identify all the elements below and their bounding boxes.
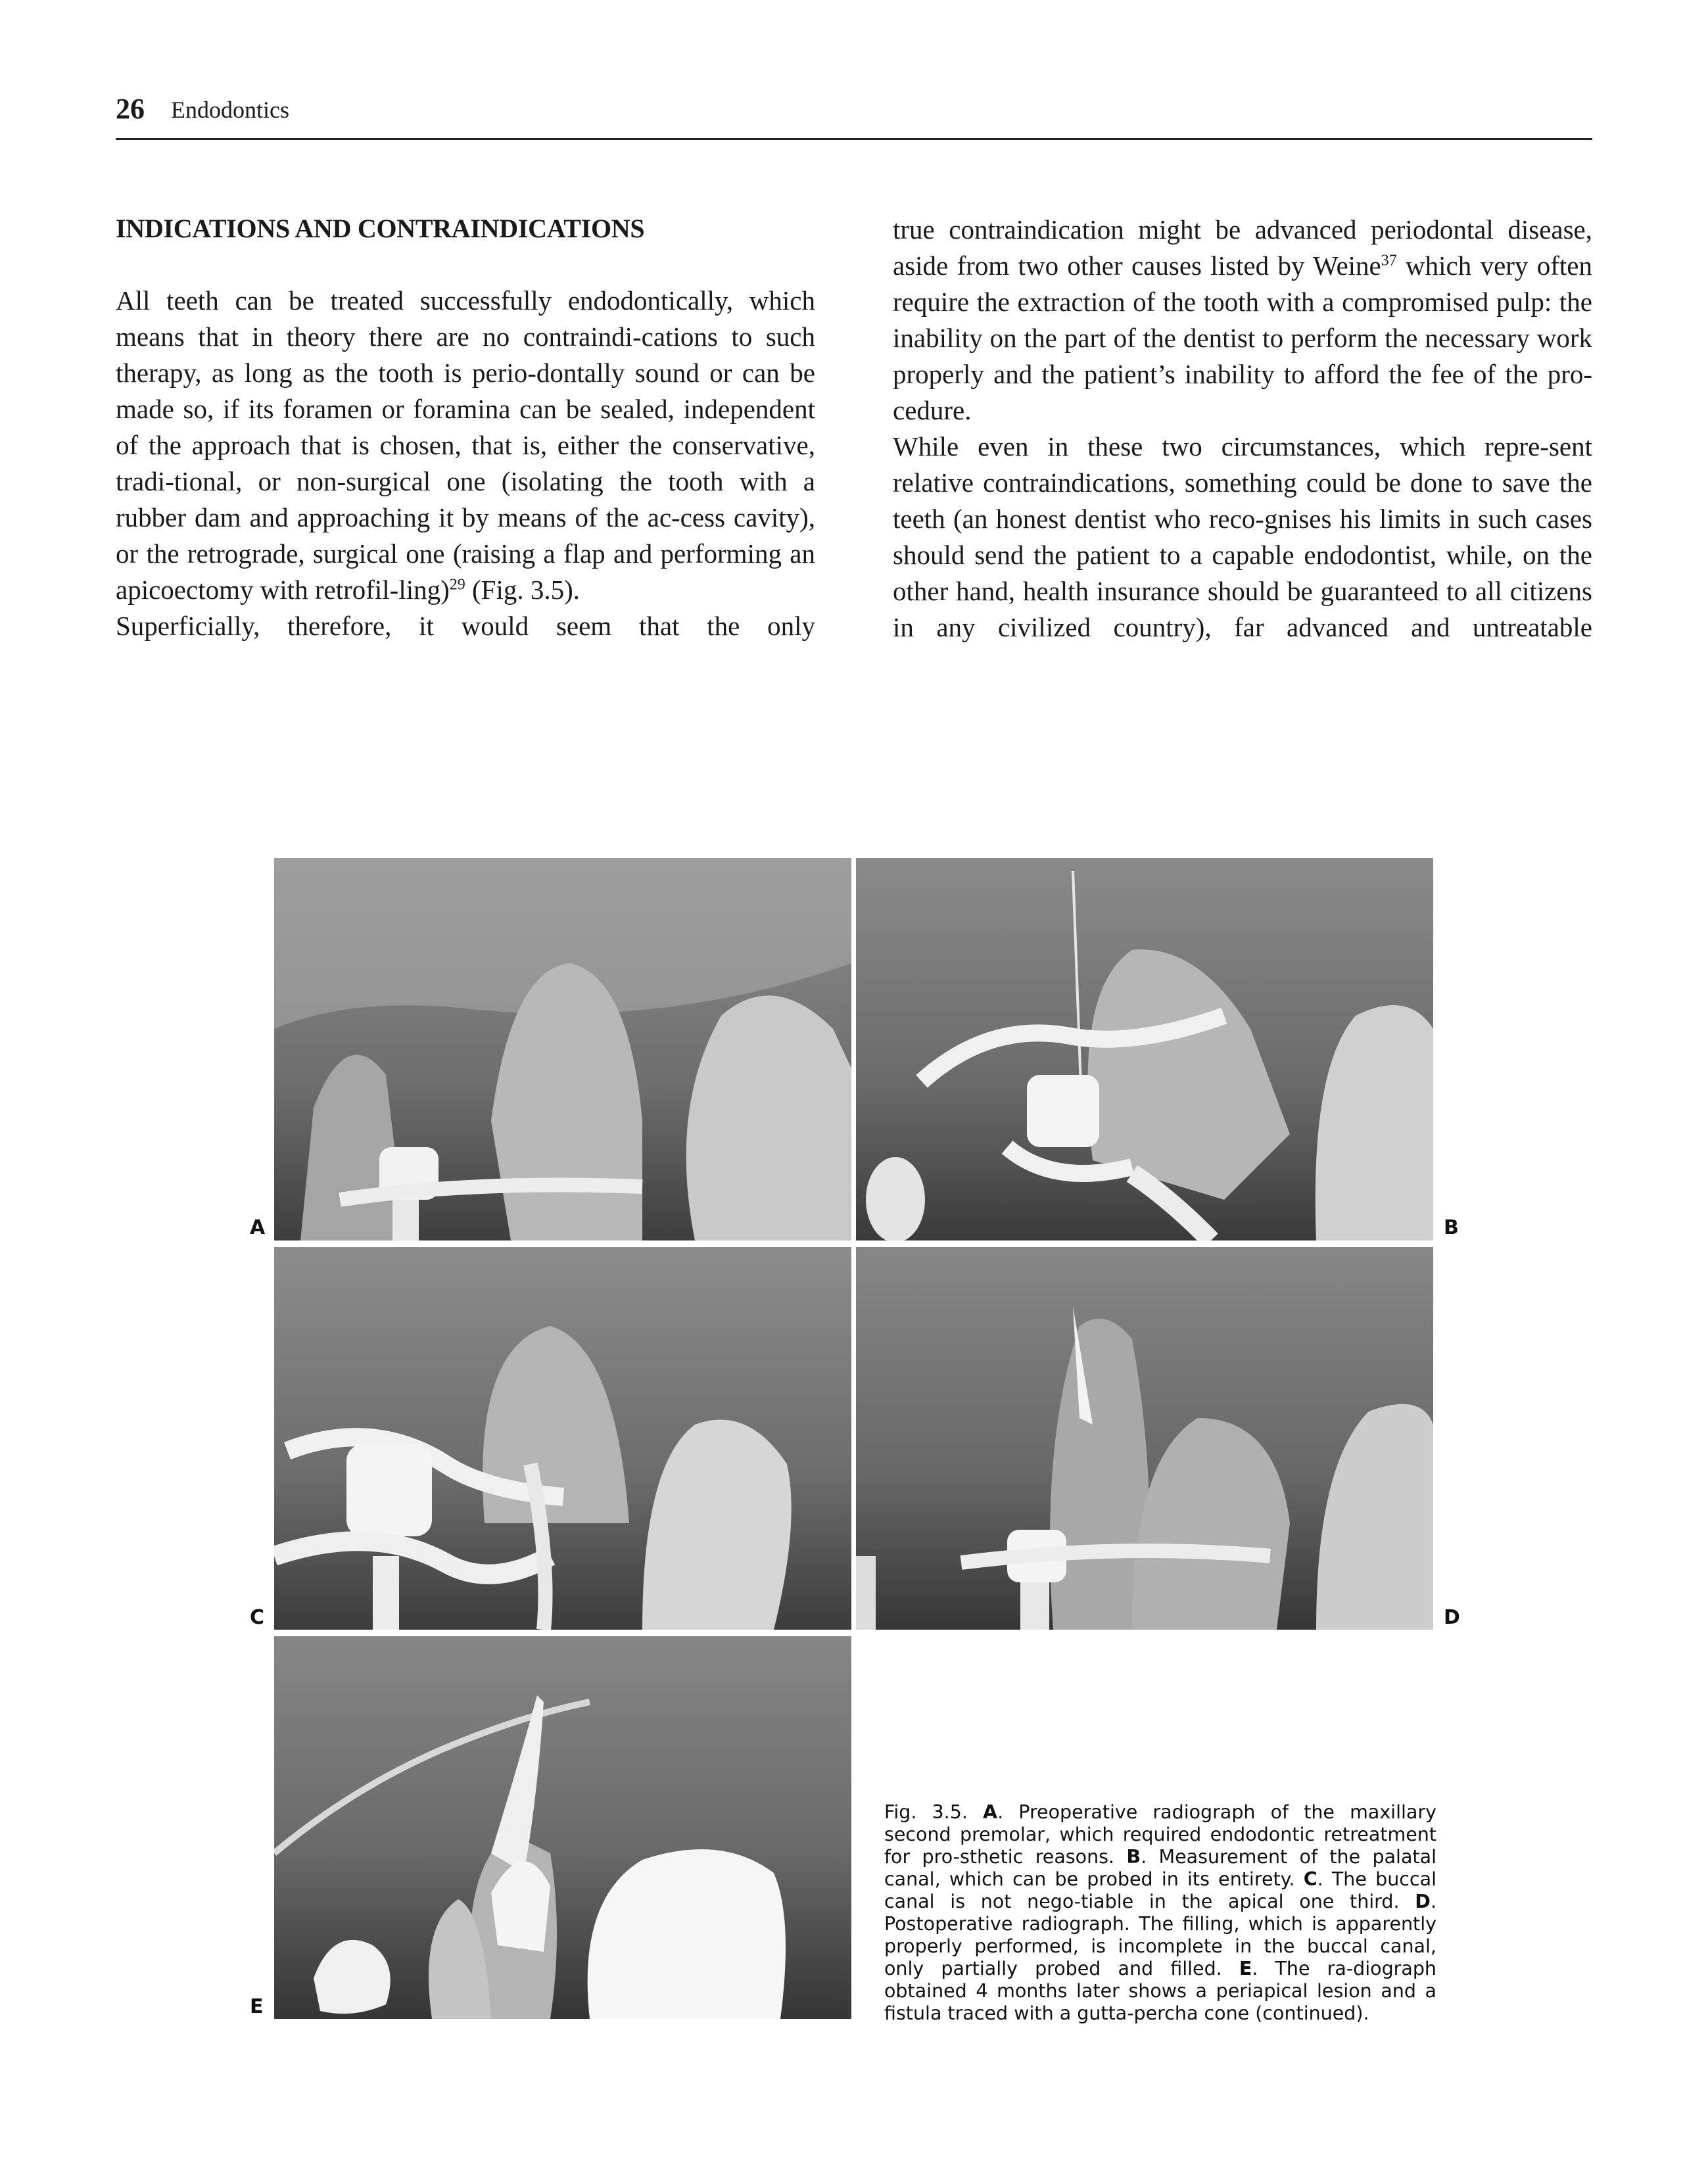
caption-label: A [983,1801,998,1823]
section-title: Endodontics [171,97,289,123]
page-number: 26 [116,93,145,125]
running-head [116,92,1592,140]
paragraph-text: (Fig. 3.5). [465,575,581,605]
panel-label-d: D [1444,1606,1460,1629]
caption-text: . Measurement of the palatal canal, which can be probed in its entirety. [884,1846,1436,1890]
figure-caption [884,1801,1436,2025]
caption-text: Fig. 3.5. [884,1801,984,1823]
radiograph-image [274,1247,851,1630]
section-heading: INDICATIONS AND CONTRAINDICATIONS [116,214,645,243]
paragraph: While even in these two circumstances, which repre-sent relative contraindications, something could be done to save the teeth (an honest dentist who reco-gnises his limits in such cases should send the patient to a capable endodontist, while, on the other hand, health insurance should be guaranteed to all citizens in any civilized country), far advanced and untreatable [893,431,1592,642]
paragraph [893,212,1592,429]
radiograph-panel-b [856,858,1433,1241]
paragraph-text: which very often require the extraction of the tooth with a compromised pulp: the inability on the part of the dentist to perform the necessary work properly and the patient’s inability to afford the fee of the pro-cedure. [893,250,1592,425]
radiograph-panel-e [274,1636,851,2019]
radiograph-panel-c [274,1247,851,1630]
panel-label-e: E [250,1995,264,2018]
reference-number: 29 [449,576,465,594]
caption-text: . The buccal canal is not nego-tiable in the apical one third. [884,1868,1436,1912]
caption-text: . Preoperative radiograph of the maxillary second premolar, which required endodontic retreatment for pro-sthetic reasons. [884,1801,1436,1868]
radiograph-image [274,858,851,1241]
paragraph: Superficially, therefore, it would seem that the only [116,611,815,641]
left-column [116,210,815,644]
panel-label-b: B [1444,1216,1459,1239]
radiograph-image [856,1247,1433,1630]
caption-label: C [1303,1868,1317,1890]
panel-label-c: C [250,1606,265,1629]
right-column [893,212,1592,646]
caption-text: . Postoperative radiograph. The filling, which is apparently properly performed, is incomplete in the buccal canal, only partially probed and filled. [884,1891,1436,1979]
radiograph-image [274,1636,851,2019]
reference-number: 37 [1381,252,1397,270]
paragraph-text: true contraindication might be advanced periodontal disease, aside from two other causes listed by Weine [893,214,1592,281]
panel-label-a: A [250,1216,266,1239]
caption-label: E [1239,1958,1252,1979]
radiograph-image [856,858,1433,1241]
caption-text: . The ra-diograph obtained 4 months later shows a periapical lesion and a fistula traced with a gutta-percha cone (continued). [884,1958,1436,2024]
caption-label: D [1415,1891,1431,1912]
paragraph [116,283,815,608]
paragraph-text: All teeth can be treated successfully endodontically, which means that in theory there are no contraindi-cations to such therapy, as long as the tooth is perio-dontally sound or can be made so, if its foramen or foramina can be sealed, independent of the approach that is chosen, that is, either the conservative, tradi-tional, or non-surgical one (isolating the tooth with a rubber dam and approaching it by means of the ac-cess cavity), or the retrograde, surgical one (raising a flap and performing an apicoectomy with retrofil-ling) [116,285,815,605]
caption-label: B [1126,1846,1141,1868]
radiograph-panel-d [856,1247,1433,1630]
radiograph-panel-a [274,858,851,1241]
